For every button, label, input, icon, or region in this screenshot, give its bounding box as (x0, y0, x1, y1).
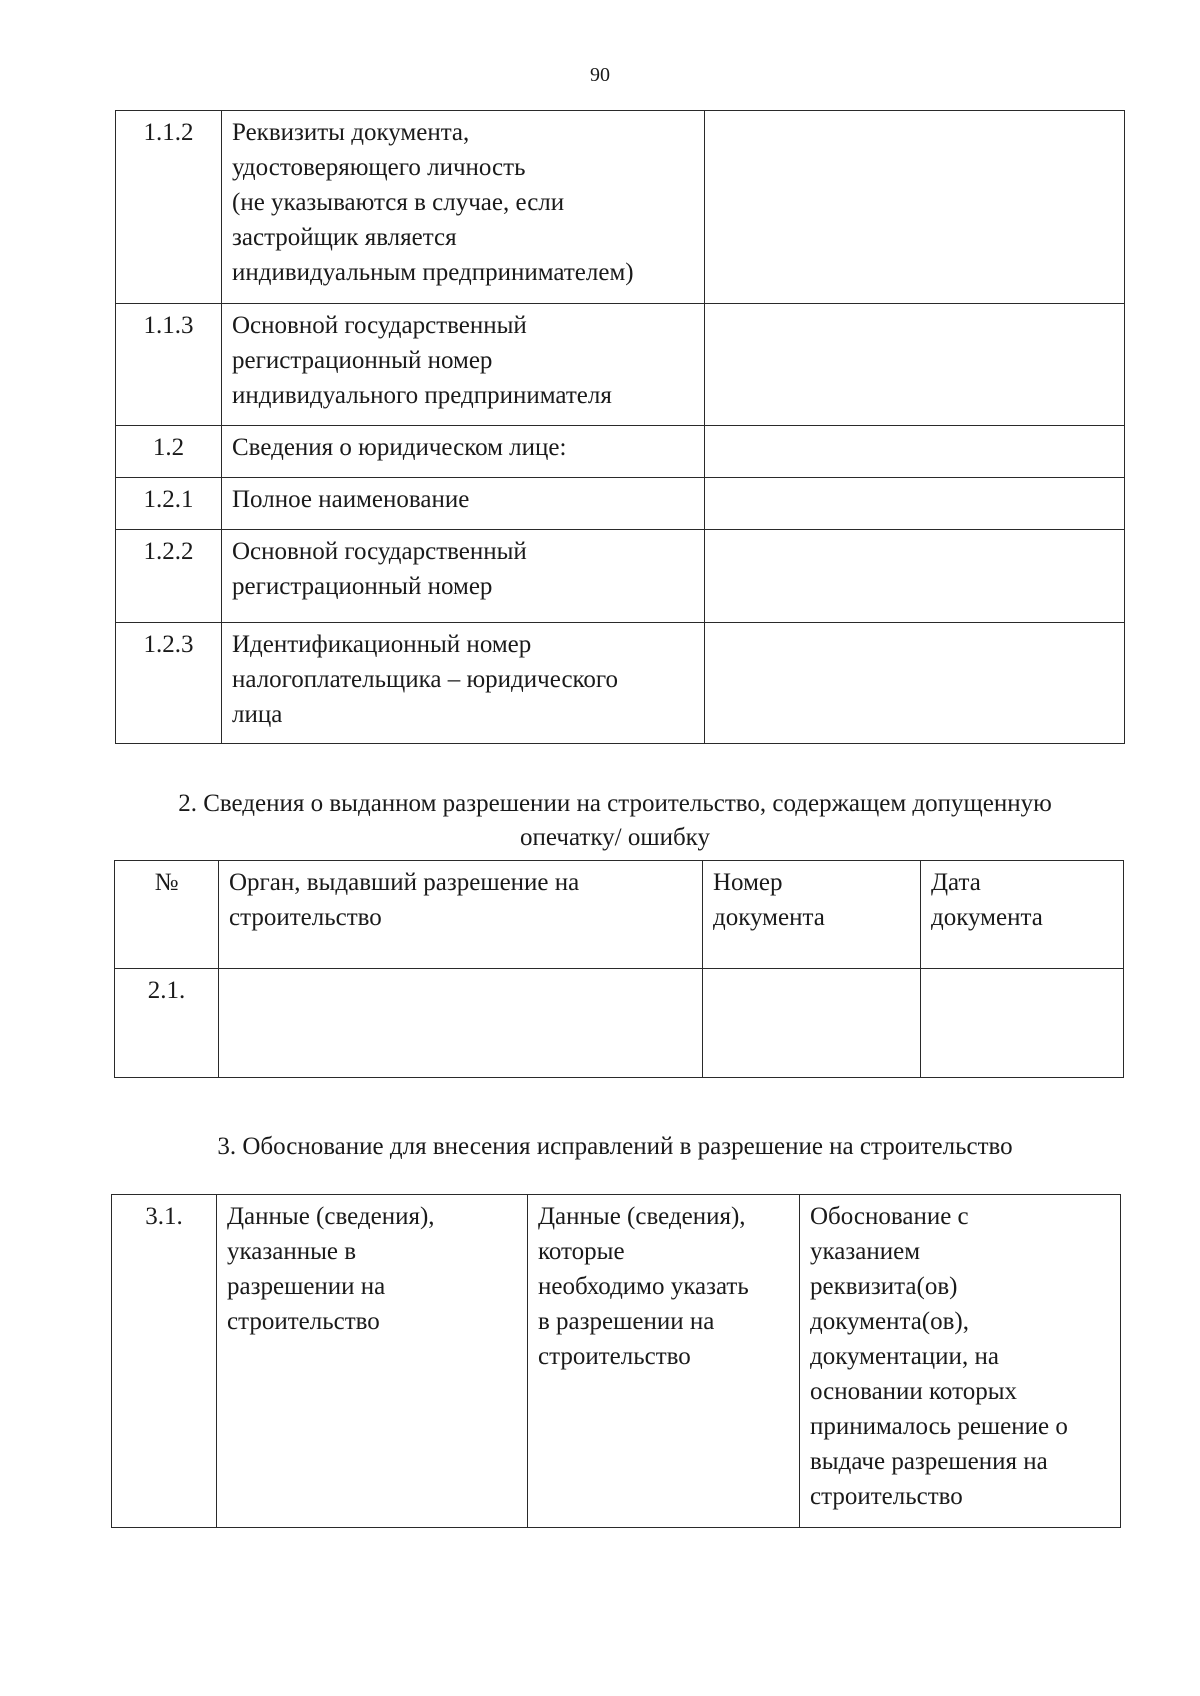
required-data-cell: Данные (сведения), которые необходимо указать в разрешении на строительство (528, 1195, 800, 1528)
table-row (116, 304, 1125, 426)
table-row (116, 530, 1125, 623)
row-number: 1.2 (116, 426, 222, 478)
applicant-info-table (115, 110, 1125, 744)
current-data-cell: Данные (сведения), указанные в разрешении на строительство (217, 1195, 528, 1528)
table-row (116, 111, 1125, 304)
correction-basis-table (111, 1194, 1121, 1528)
row-value-cell[interactable] (705, 478, 1125, 530)
row-value-cell[interactable] (705, 111, 1125, 304)
row-number: 1.2.2 (116, 530, 222, 623)
row-value-cell[interactable] (705, 426, 1125, 478)
row-number: 1.2.1 (116, 478, 222, 530)
page-number: 90 (590, 64, 610, 86)
row-number: 1.1.2 (116, 111, 222, 304)
table-row (116, 426, 1125, 478)
organ-cell[interactable] (219, 969, 703, 1078)
row-number: 3.1. (112, 1195, 217, 1528)
doc-date-cell[interactable] (921, 969, 1124, 1078)
row-value-cell[interactable] (705, 530, 1125, 623)
doc-number-cell[interactable] (703, 969, 921, 1078)
table-row (116, 623, 1125, 744)
header-doc-number: Номер документа (703, 861, 921, 969)
section-3-heading: 3. Обоснование для внесения исправлений в разрешение на строительство (217, 1133, 1013, 1160)
row-number: 1.2.3 (116, 623, 222, 744)
table-row (116, 478, 1125, 530)
header-organ: Орган, выдавший разрешение на строительство (219, 861, 703, 969)
row-label: Идентификационный номер налогоплательщика – юридического лица (222, 623, 705, 744)
header-number: № (115, 861, 219, 969)
row-value-cell[interactable] (705, 623, 1125, 744)
row-number: 1.1.3 (116, 304, 222, 426)
table-row (115, 969, 1124, 1078)
row-value-cell[interactable] (705, 304, 1125, 426)
section-2-heading: 2. Сведения о выданном разрешении на строительство, содержащем допущенную опечатку/ ошибку (178, 790, 1052, 851)
row-label: Сведения о юридическом лице: (222, 426, 705, 478)
row-label: Реквизиты документа, удостоверяющего личность (не указываются в случае, если застройщик является индивидуальным предпринимателем) (222, 111, 705, 304)
table-header-row (115, 861, 1124, 969)
permit-info-table (114, 860, 1124, 1078)
justification-cell: Обоснование с указанием реквизита(ов) документа(ов), документации, на основании которых принималось решение о выдаче разрешения на строительство (800, 1195, 1121, 1528)
row-label: Полное наименование (222, 478, 705, 530)
table-row (112, 1195, 1121, 1528)
row-label: Основной государственный регистрационный номер индивидуального предпринимателя (222, 304, 705, 426)
row-number: 2.1. (115, 969, 219, 1078)
row-label: Основной государственный регистрационный номер (222, 530, 705, 623)
header-doc-date: Дата документа (921, 861, 1124, 969)
